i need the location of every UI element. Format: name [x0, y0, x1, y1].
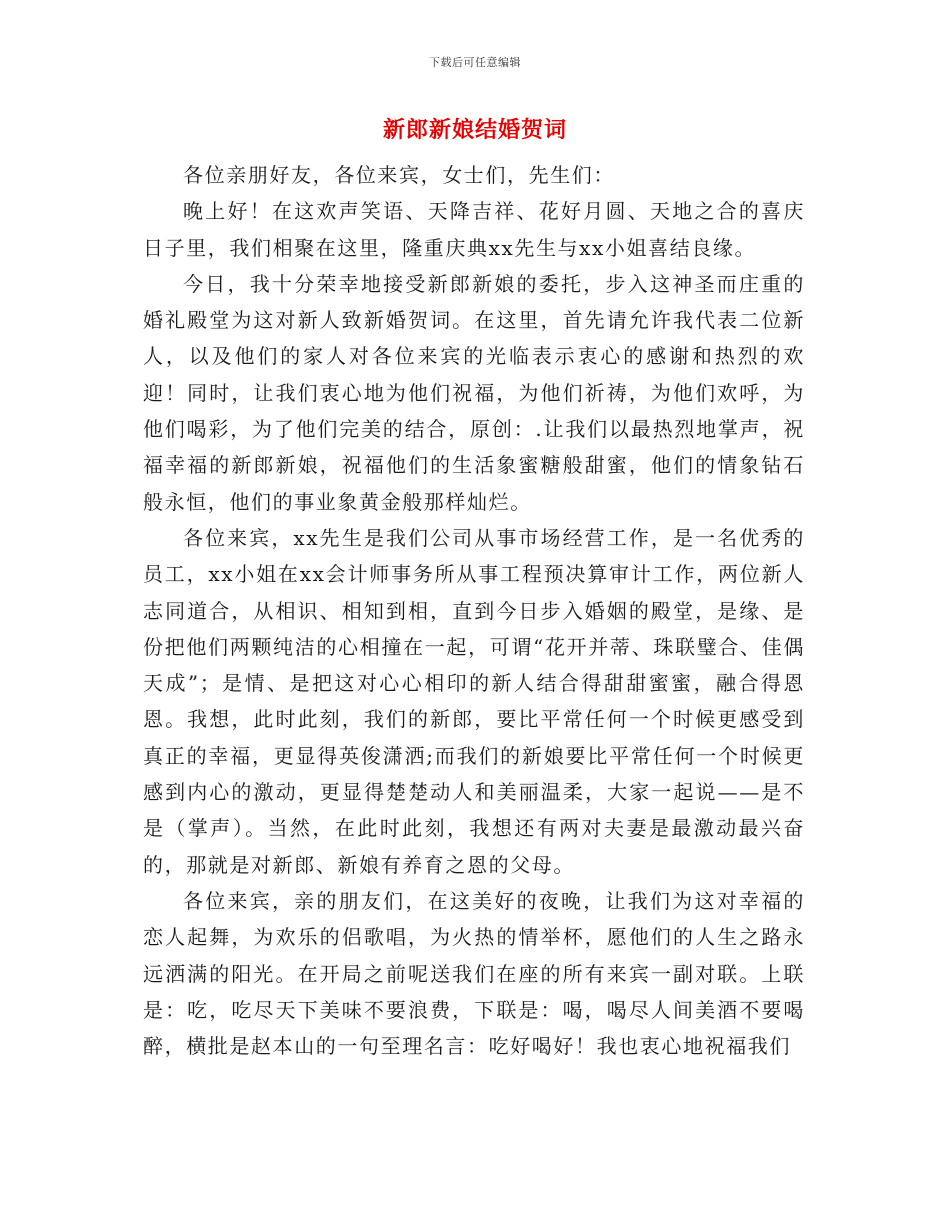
paragraph-blessing: 今日，我十分荣幸地接受新郎新娘的委托，步入这神圣而庄重的婚礼殿堂为这对新人致新婚贺词。在这里，首先请允许我代表二位新人，以及他们的家人对各位来宾的光临表示衷心的感谢和热烈的欢迎！同时，让我们衷心地为他们祝福，为他们祈祷，为他们欢呼，为他们喝彩，为了他们完美的结合，原创：.让我们以最热烈地掌声，祝福幸福的新郎新娘，祝福他们的生活象蜜糖般甜蜜，他们的情象钻石般永恒，他们的事业象黄金般那样灿烂。	[143, 271, 805, 514]
paragraph-toast: 各位来宾，亲的朋友们，在这美好的夜晚，让我们为这对幸福的恋人起舞，为欢乐的侣歌唱，为火热的情举杯，愿他们的人生之路永远洒满的阳光。在开局之前呢送我们在座的所有来宾一副对联。上联是：吃，吃尽天下美味不要浪费，下联是：喝，喝尽人间美酒不要喝醉，横批是赵本山的一句至理名言：吃好喝好！我也衷心地祝福我们	[143, 888, 805, 1059]
page-header-note: 下载后可任意编辑	[429, 56, 521, 69]
paragraph-opening: 晚上好！在这欢声笑语、天降吉祥、花好月圆、天地之合的喜庆日子里，我们相聚在这里，隆重庆典xx先生与xx小姐喜结良缘。	[143, 199, 805, 260]
document-body	[143, 157, 805, 1064]
paragraph-greeting: 各位亲朋好友，各位来宾，女士们，先生们：	[183, 163, 615, 187]
paragraph-couple-intro: 各位来宾，xx先生是我们公司从事市场经营工作，是一名优秀的员工，xx小姐在xx会计师事务所从事工程预决算审计工作，两位新人志同道合，从相识、相知到相，直到今日步入婚姻的殿堂，是缘、是份把他们两颗纯洁的心相撞在一起，可谓“花开并蒂、珠联璧合、佳偶天成”；是情、是把这对心心相印的新人结合得甜甜蜜蜜，融合得恩恩。我想，此时此刻，我们的新郎，要比平常任何一个时候更感受到真正的幸福，更显得英俊潇洒;而我们的新娘要比平常任何一个时候更感到内心的激动，更显得楚楚动人和美丽温柔，大家一起说——是不是（掌声）。当然，在此时此刻，我想还有两对夫妻是最激动最兴奋的，那就是对新郎、新娘有养育之恩的父母。	[143, 525, 805, 877]
document-title: 新郎新娘结婚贺词	[382, 117, 567, 143]
